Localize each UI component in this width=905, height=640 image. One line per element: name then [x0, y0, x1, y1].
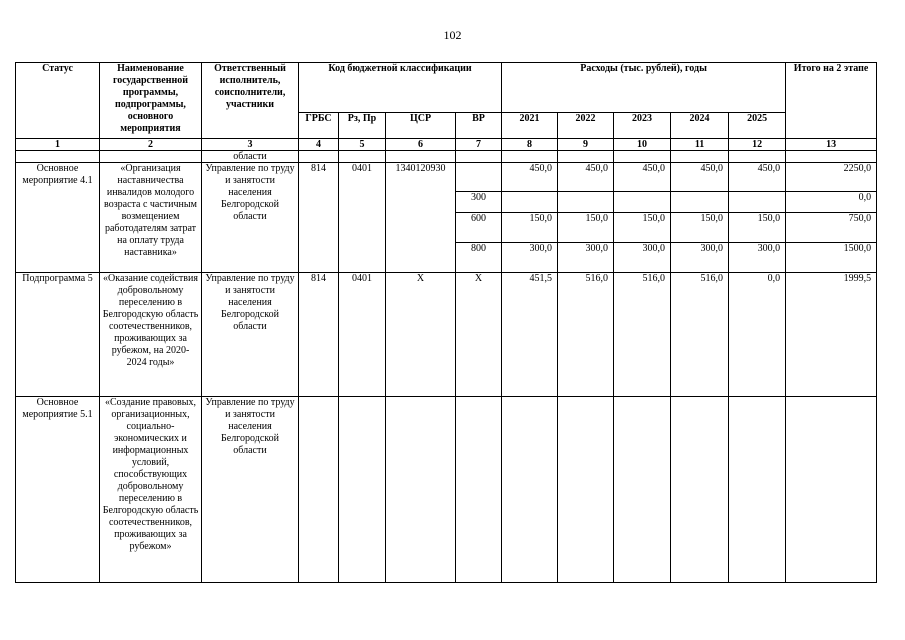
- row-vr: 600: [456, 213, 502, 243]
- header-vr: ВР: [456, 113, 502, 139]
- row-value-2023: 300,0: [614, 243, 671, 273]
- row-value-2023: 450,0: [614, 163, 671, 192]
- row-name: «Создание правовых, организационных, социально-экономических и информационных условий, способствующих добровольному переселению в Белгородскую область соотечественников, проживающих за рубежом»: [100, 397, 202, 583]
- row-value-2022: [558, 192, 614, 213]
- row-value-2025: [729, 192, 786, 213]
- row-rzpr: 0401: [339, 273, 386, 397]
- column-number: 1: [16, 139, 100, 151]
- column-number: 6: [386, 139, 456, 151]
- row-value-2024: 300,0: [671, 243, 729, 273]
- row-total: 750,0: [786, 213, 877, 243]
- row-value-2021: 150,0: [502, 213, 558, 243]
- row-vr: X: [456, 273, 502, 397]
- header-rzpr: Рз, Пр: [339, 113, 386, 139]
- row-total: 1500,0: [786, 243, 877, 273]
- table-row: [16, 273, 877, 397]
- column-number: 2: [100, 139, 202, 151]
- row-value-2021: 451,5: [502, 273, 558, 397]
- budget-table: [15, 62, 877, 583]
- row-total: 0,0: [786, 192, 877, 213]
- column-number-row: [16, 139, 877, 151]
- row-value-2025: 0,0: [729, 273, 786, 397]
- row-value-2025: 150,0: [729, 213, 786, 243]
- header-row-1: [16, 63, 877, 113]
- header-year: 2024: [671, 113, 729, 139]
- header-year: 2023: [614, 113, 671, 139]
- continuation-text: области: [202, 151, 299, 163]
- table-row: [16, 397, 877, 583]
- row-value-2024: 516,0: [671, 273, 729, 397]
- continuation-row: [16, 151, 877, 163]
- row-value-2025: 300,0: [729, 243, 786, 273]
- row-status: Подпрограмма 5: [16, 273, 100, 397]
- row-status: Основное мероприятие 5.1: [16, 397, 100, 583]
- column-number: 7: [456, 139, 502, 151]
- column-number: 11: [671, 139, 729, 151]
- page-number: 102: [443, 28, 462, 42]
- row-value-2023: [614, 192, 671, 213]
- row-grbs: 814: [299, 163, 339, 273]
- row-status: Основное мероприятие 4.1: [16, 163, 100, 273]
- row-executor: Управление по труду и занятости населения Белгородской области: [202, 273, 299, 397]
- row-executor: Управление по труду и занятости населения Белгородской области: [202, 163, 299, 273]
- row-value-2021: 450,0: [502, 163, 558, 192]
- row-value-2025: 450,0: [729, 163, 786, 192]
- row-total: 2250,0: [786, 163, 877, 192]
- row-value-2024: [671, 192, 729, 213]
- row-vr: [456, 163, 502, 192]
- row-value-2022: 450,0: [558, 163, 614, 192]
- header-expenses: Расходы (тыс. рублей), годы: [502, 63, 786, 113]
- column-number: 8: [502, 139, 558, 151]
- column-number: 9: [558, 139, 614, 151]
- row-vr: 800: [456, 243, 502, 273]
- row-value-2023: 150,0: [614, 213, 671, 243]
- column-number: 5: [339, 139, 386, 151]
- column-number: 3: [202, 139, 299, 151]
- row-grbs: 814: [299, 273, 339, 397]
- table-row: [16, 163, 877, 192]
- row-csr: X: [386, 273, 456, 397]
- column-number: 13: [786, 139, 877, 151]
- row-value-2024: 450,0: [671, 163, 729, 192]
- row-value-2023: 516,0: [614, 273, 671, 397]
- row-csr: 1340120930: [386, 163, 456, 273]
- header-executor: Ответственный исполнитель, соисполнители, участники: [202, 63, 299, 139]
- header-year: 2022: [558, 113, 614, 139]
- column-number: 10: [614, 139, 671, 151]
- row-value-2022: 300,0: [558, 243, 614, 273]
- row-total: 1999,5: [786, 273, 877, 397]
- row-executor: Управление по труду и занятости населения Белгородской области: [202, 397, 299, 583]
- header-csr: ЦСР: [386, 113, 456, 139]
- header-year: 2025: [729, 113, 786, 139]
- column-number: 4: [299, 139, 339, 151]
- row-rzpr: 0401: [339, 163, 386, 273]
- column-number: 12: [729, 139, 786, 151]
- header-name: Наименование государственной программы, подпрограммы, основного мероприятия: [100, 63, 202, 139]
- header-status: Статус: [16, 63, 100, 139]
- row-name: «Оказание содействия добровольному переселению в Белгородскую область соотечественников, проживающих за рубежом, на 2020-2024 годы»: [100, 273, 202, 397]
- header-budget-code: Код бюджетной классификации: [299, 63, 502, 113]
- row-value-2021: [502, 192, 558, 213]
- row-value-2024: 150,0: [671, 213, 729, 243]
- row-value-2022: 150,0: [558, 213, 614, 243]
- header-year: 2021: [502, 113, 558, 139]
- header-total: Итого на 2 этапе: [786, 63, 877, 139]
- row-value-2021: 300,0: [502, 243, 558, 273]
- row-vr: 300: [456, 192, 502, 213]
- header-grbs: ГРБС: [299, 113, 339, 139]
- row-name: «Организация наставничества инвалидов молодого возраста с частичным возмещением работодателям затрат на оплату труда наставника»: [100, 163, 202, 273]
- row-value-2022: 516,0: [558, 273, 614, 397]
